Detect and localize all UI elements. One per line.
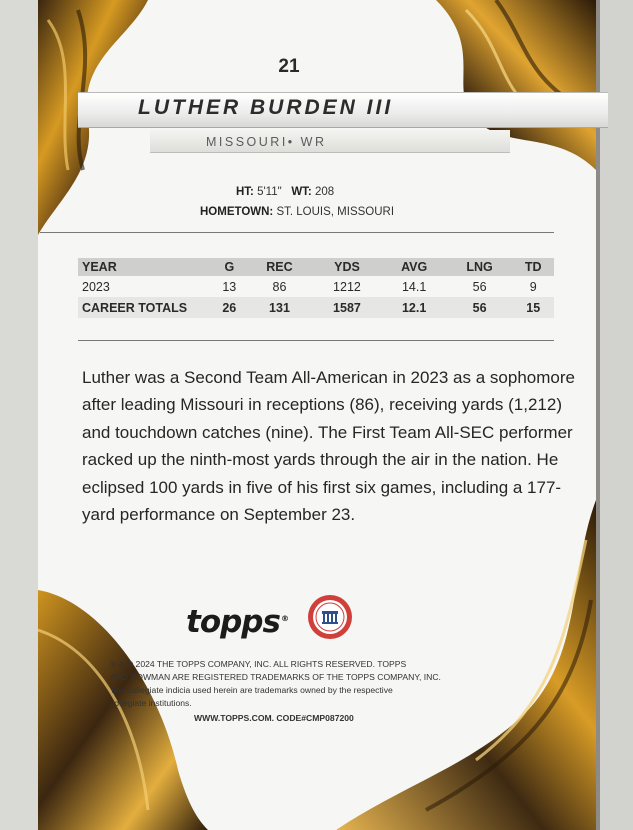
- stats-top-rule-2: [78, 232, 554, 233]
- header-average: AVG: [382, 258, 447, 276]
- cell: 2023: [82, 279, 110, 294]
- cell: 26: [212, 297, 247, 318]
- cell: 1212: [333, 279, 361, 294]
- cell: 86: [272, 279, 287, 294]
- clc-license-seal-icon: [307, 594, 353, 640]
- cell: 13: [222, 279, 237, 294]
- cell: 15: [512, 297, 554, 318]
- header-games: G: [212, 258, 247, 276]
- legal-line: collegiate institutions.: [110, 698, 192, 708]
- cell: 1587: [312, 297, 381, 318]
- legal-text: [110, 658, 460, 710]
- cell: CAREER TOTALS: [78, 297, 212, 318]
- table-row-totals: [78, 297, 554, 318]
- table-row: [78, 276, 554, 297]
- cell: 131: [247, 297, 313, 318]
- hometown-line: [200, 206, 394, 218]
- cell: 12.1: [382, 297, 447, 318]
- cell: 14.1: [401, 279, 427, 294]
- school-position: MISSOURI• WR: [206, 135, 327, 149]
- topps-logo-text: topps: [186, 604, 280, 640]
- cell: 56: [472, 279, 487, 294]
- stats-table: [78, 258, 554, 318]
- header-long: LNG: [447, 258, 513, 276]
- player-bio-text: Luther was a Second Team All-American in 2023 as a sophomore after leading Missouri in receptions (86), receiving yards (1,212) and touchdown catches (nine). The First Team All-SEC performer racked up the ninth-most yards through the air in the nation. He eclipsed 100 yards in five of his first six games, including a 177-yard performance on September 23.: [82, 368, 575, 525]
- header-year: YEAR: [78, 258, 212, 276]
- stats-table-wrap: [78, 258, 554, 318]
- hometown-label: HOMETOWN:: [200, 206, 274, 218]
- legal-line: ® & © 2024 THE TOPPS COMPANY, INC. ALL RIGHTS RESERVED. TOPPS: [110, 659, 407, 669]
- cell: 9: [529, 279, 537, 294]
- header-receptions: REC: [247, 258, 313, 276]
- cell: 56: [447, 297, 513, 318]
- height-value: 5'11": [257, 186, 282, 198]
- height-label: HT:: [236, 186, 254, 198]
- stats-bottom-rule: [78, 340, 554, 341]
- stats-header-row: [78, 258, 554, 276]
- weight-label: WT:: [291, 186, 312, 198]
- header-yards: YDS: [312, 258, 381, 276]
- weight-value: 208: [314, 186, 335, 198]
- card-number: 21: [278, 56, 300, 77]
- position-banner: [150, 130, 510, 153]
- topps-logo: topps®: [186, 604, 288, 640]
- hometown-value: ST. LOUIS, MISSOURI: [276, 206, 395, 218]
- website-code: WWW.TOPPS.COM. CODE#CMP087200: [194, 713, 354, 723]
- header-touchdowns: TD: [512, 258, 554, 276]
- legal-line: AND BOWMAN ARE REGISTERED TRADEMARKS OF THE TOPPS COMPANY, INC.: [110, 672, 441, 682]
- height-weight-line: [236, 186, 334, 198]
- player-name: LUTHER BURDEN III: [138, 96, 394, 119]
- legal-line: The collegiate indicia used herein are trademarks owned by the respective: [110, 685, 393, 695]
